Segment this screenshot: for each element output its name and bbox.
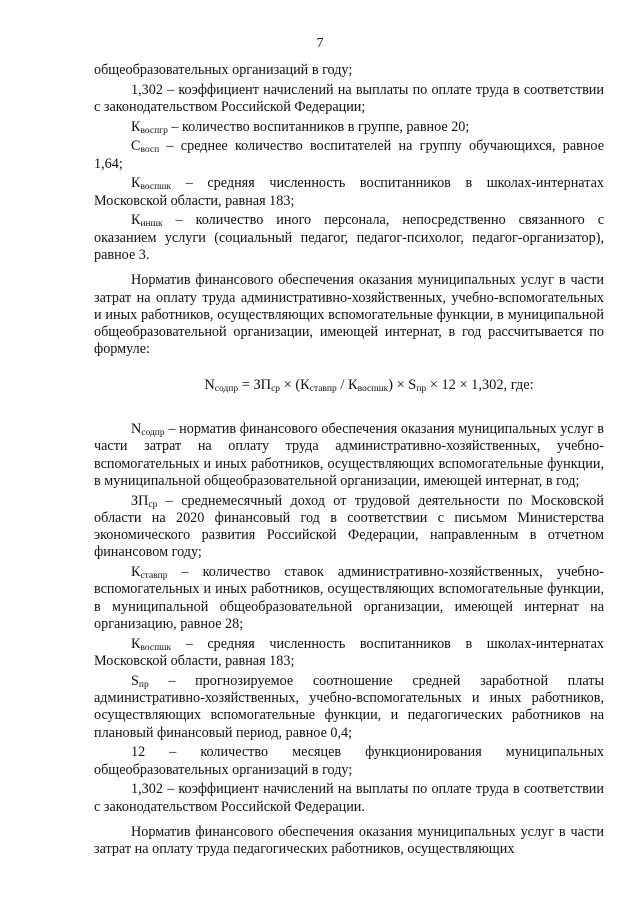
definition-text: – количество воспитанников в группе, равное 20; [167,118,470,135]
symbol: С [131,138,141,155]
paragraph-coefficient-2: 1,302 – коэффициент начислений на выплаты по оплате труда в соответствии с законодательством Российской Федерации. [94,781,604,815]
symbol: К [131,175,141,192]
formula-part: / К [336,376,358,393]
formula-part: ) × S [388,376,417,393]
paragraph-n-sodpr [94,421,604,490]
symbol-subscript: воспшк [140,642,172,653]
symbol: ЗП [131,492,149,509]
definition-text: – средняя численность воспитанников в школах-интернатах Московской области, равная 183; [94,635,604,670]
symbol-subscript: ставпр [140,571,168,582]
definition-text: – норматив финансового обеспечения оказания муниципальных услуг в части затрат на оплату труда административно-хозяйственных, учебно-вспомогательных и иных работников, осуществляющих вспомогательные функции, в муниципальной общеобразовательной организации, имеющей интернат, в год; [94,421,604,489]
symbol-subscript: иншк [140,219,163,230]
formula-subscript: содпр [214,383,239,394]
definition-text: – среднемесячный доход от трудовой деятельности по Московской области на 2020 финансовый год в соответствии с письмом Министерства экономического развития Российской Федерации, направленным в отчетном финансовом году; [94,492,604,561]
symbol-subscript: ср [148,499,158,510]
formula-part: × 12 × 1,302, где: [426,376,534,393]
symbol-subscript: воспгр [140,125,168,136]
symbol: К [131,635,141,652]
symbol: К [131,118,141,135]
paragraph-coefficient: 1,302 – коэффициент начислений на выплаты по оплате труда в соответствии с законодательством Российской Федерации; [94,81,604,115]
formula-subscript: ср [271,383,281,394]
paragraph-k-stavpr [94,564,604,633]
symbol-subscript: восп [140,145,160,156]
formula-subscript: ставпр [309,383,337,394]
symbol: N [131,421,142,437]
symbol-subscript: содпр [141,428,165,438]
paragraph-zp-sr [94,493,604,562]
definition-text: – прогнозируемое соотношение средней заработной платы административно-хозяйственных, учебно-вспомогательных и иных работников, осуществляющих вспомогательные функции, и педагогических работников на плановый финансовый период, равное 0,4; [94,672,604,741]
formula-part: = ЗП [238,376,272,393]
formula-subscript: воспшк [357,383,389,394]
paragraph-s-pr [94,673,604,742]
formula [94,377,604,394]
symbol: К [131,212,141,229]
paragraph-norm-pedagogical: Норматив финансового обеспечения оказания муниципальных услуг в части затрат на оплату труда педагогических работников, осуществляющих [94,823,604,858]
formula-symbol: N [204,376,215,393]
paragraph-k-vospshk [94,175,604,210]
formula-subscript: пр [416,383,427,394]
paragraph-s-vosp [94,138,604,173]
symbol: К [131,564,141,581]
formula-part: × (К [280,376,310,393]
definition-text: – средняя численность воспитанников в школах-интернатах Московской области, равная 183; [94,175,604,209]
paragraph-k-inshk [94,212,604,264]
document-body [94,62,604,861]
definition-text: – количество иного персонала, непосредственно связанного с оказанием услуги (социальный педагог, педагог-психолог, педагог-организатор), равное 3. [94,212,604,263]
symbol-subscript: воспшк [140,182,172,193]
page-number: 7 [316,36,324,51]
paragraph-norm-intro: Норматив финансового обеспечения оказания муниципальных услуг в части затрат на оплату труда административно-хозяйственных, учебно-вспомогательных и иных работников, осуществляющих вспомогательные функции, в муниципальной общеобразовательной организации, имеющей интернат, в год рассчитывается по формуле: [94,272,604,358]
symbol: S [131,672,139,689]
paragraph-continuation: общеобразовательных организаций в году; [94,62,353,78]
paragraph-months: 12 – количество месяцев функционирования муниципальных общеобразовательных организаций в году; [94,744,604,778]
definition-text: – среднее количество воспитателей на группу обучающихся, равное 1,64; [94,138,604,172]
paragraph-k-vospgr [94,119,604,136]
definition-text: – количество ставок административно-хозяйственных, учебно-вспомогательных и иных работников, осуществляющих вспомогательные функции, в муниципальной общеобразовательной организации, имеющей интернат на организацию, равное 28; [94,564,604,633]
symbol-subscript: пр [138,679,149,690]
paragraph-k-vospshk-2 [94,636,604,671]
